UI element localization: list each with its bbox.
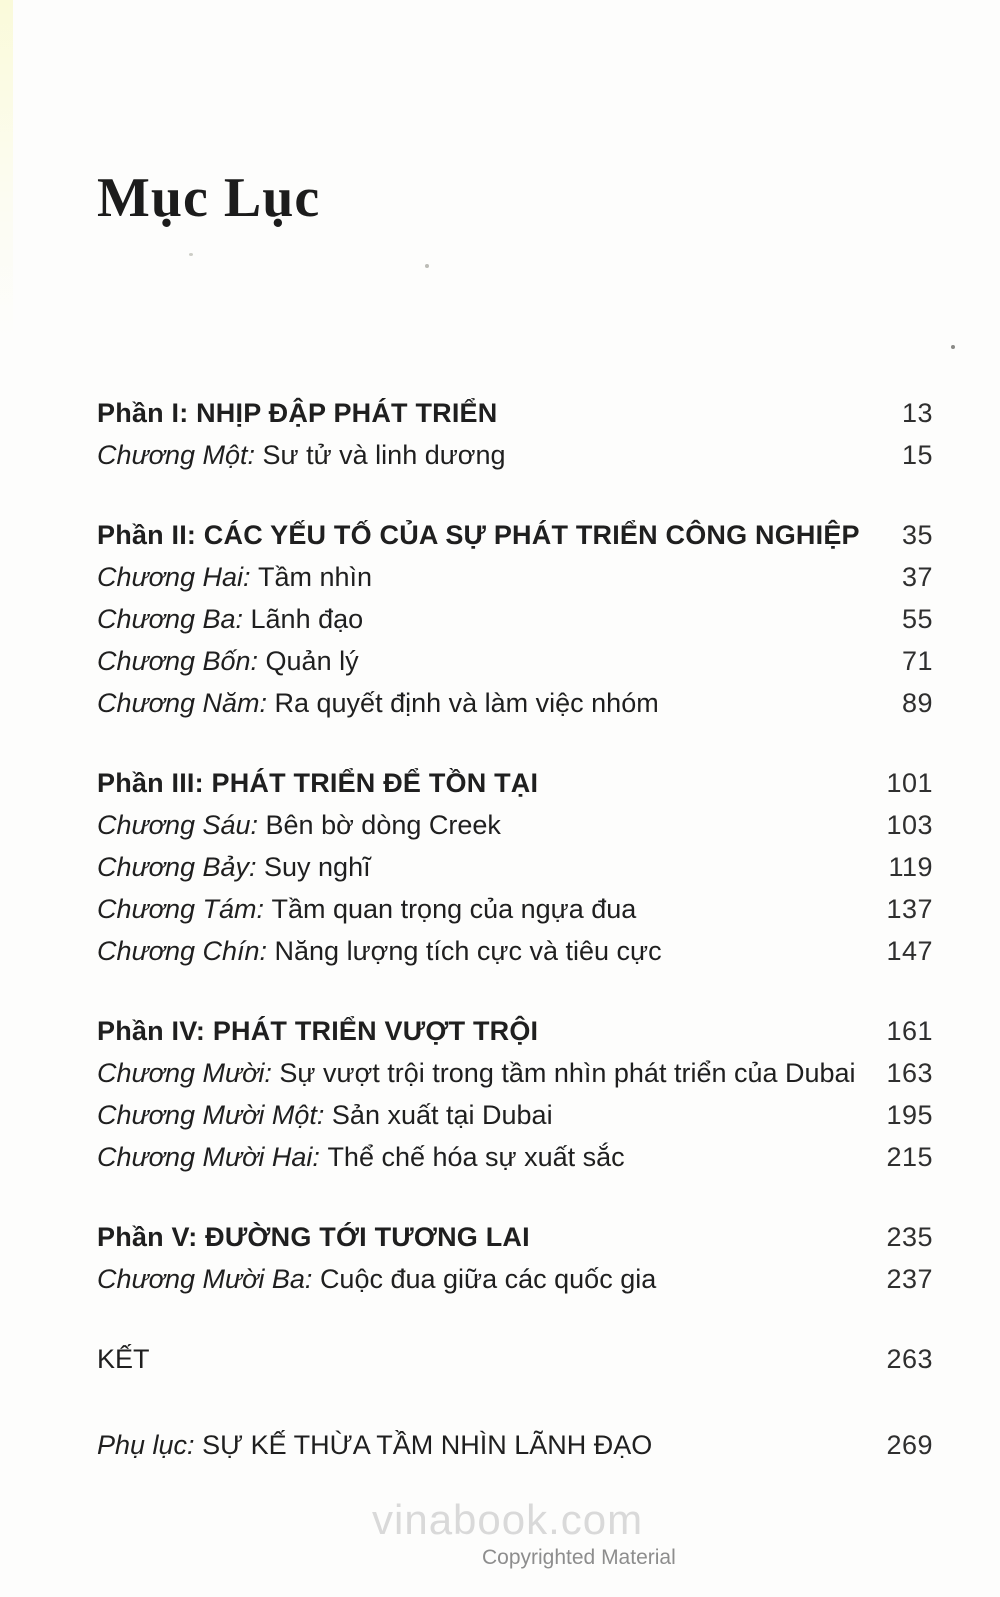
- toc-page-number: 161: [886, 1016, 933, 1046]
- table-of-contents: [97, 392, 933, 1466]
- chapter-name: Chương Mười Một:: [97, 1100, 332, 1130]
- toc-group: [97, 1010, 933, 1178]
- toc-entry-label: Phụ lục: SỰ KẾ THỪA TẦM NHÌN LÃNH ĐẠO: [97, 1430, 653, 1460]
- toc-row: [97, 930, 933, 972]
- toc-row: [97, 556, 933, 598]
- toc-row: [97, 1052, 933, 1094]
- toc-row: [97, 1094, 933, 1136]
- chapter-name: Chương Bốn:: [97, 646, 266, 676]
- chapter-name: Chương Mười:: [97, 1058, 280, 1088]
- chapter-name: Chương Chín:: [97, 936, 275, 966]
- toc-group: [97, 514, 933, 724]
- chapter-name: Chương Tám:: [97, 894, 272, 924]
- toc-entry-label: KẾT: [97, 1344, 150, 1374]
- page-title: Mục Lục: [97, 167, 321, 229]
- scan-speck: [951, 345, 955, 349]
- toc-entry-label: Chương Sáu: Bên bờ dòng Creek: [97, 810, 501, 840]
- toc-page-number: 263: [886, 1344, 933, 1374]
- toc-entry-label: Chương Một: Sư tử và linh dương: [97, 440, 506, 470]
- toc-page-number: 13: [901, 398, 933, 428]
- toc-row: [97, 1216, 933, 1258]
- toc-page-number: 269: [886, 1430, 933, 1460]
- watermark: vinabook.com: [372, 1496, 644, 1543]
- toc-row: [97, 640, 933, 682]
- toc-row: [97, 1258, 933, 1300]
- toc-entry-label: Chương Bảy: Suy nghĩ: [97, 852, 371, 882]
- toc-entry-label: Chương Mười Hai: Thể chế hóa sự xuất sắc: [97, 1142, 625, 1172]
- copyright-notice: Copyrighted Material: [482, 1546, 676, 1569]
- toc-entry-label: Chương Chín: Năng lượng tích cực và tiêu cực: [97, 936, 662, 966]
- toc-row: [97, 1424, 933, 1466]
- toc-page-number: 101: [886, 768, 933, 798]
- toc-entry-label: Chương Hai: Tầm nhìn: [97, 562, 373, 592]
- toc-entry-label: Chương Mười: Sự vượt trội trong tầm nhìn phát triển của Dubai: [97, 1058, 856, 1088]
- chapter-name: Chương Mười Ba:: [97, 1264, 320, 1294]
- toc-page-number: 103: [886, 810, 933, 840]
- toc-page-number: 37: [901, 562, 933, 592]
- toc-page-number: 147: [886, 936, 933, 966]
- chapter-name: Chương Một:: [97, 440, 263, 470]
- chapter-name: Chương Hai:: [97, 562, 258, 592]
- chapter-name: Chương Ba:: [97, 604, 251, 634]
- toc-entry-label: Phần I: NHỊP ĐẬP PHÁT TRIỂN: [97, 398, 498, 428]
- toc-page-number: 119: [888, 852, 933, 882]
- page-edge-tint: [0, 0, 13, 340]
- scan-speck: [425, 264, 429, 268]
- toc-row: [97, 804, 933, 846]
- toc-group: [97, 1216, 933, 1300]
- toc-page-number: 71: [901, 646, 933, 676]
- toc-group: [97, 392, 933, 476]
- toc-row: [97, 888, 933, 930]
- toc-row: [97, 846, 933, 888]
- chapter-name: Chương Mười Hai:: [97, 1142, 328, 1172]
- toc-entry-label: Chương Mười Ba: Cuộc đua giữa các quốc gia: [97, 1264, 657, 1294]
- toc-group: [97, 1338, 933, 1380]
- toc-entry-label: Phần II: CÁC YẾU TỐ CỦA SỰ PHÁT TRIỂN CÔNG NGHIỆP: [97, 520, 860, 550]
- toc-entry-label: Chương Năm: Ra quyết định và làm việc nhóm: [97, 688, 659, 718]
- toc-row: [97, 762, 933, 804]
- toc-page-number: 55: [901, 604, 933, 634]
- toc-page-number: 89: [901, 688, 933, 718]
- toc-entry-label: Phần III: PHÁT TRIỂN ĐỂ TỒN TẠI: [97, 768, 539, 798]
- toc-row: [97, 434, 933, 476]
- toc-page-number: 137: [886, 894, 933, 924]
- toc-group: [97, 762, 933, 972]
- toc-page-number: 15: [901, 440, 933, 470]
- toc-page-number: 35: [901, 520, 933, 550]
- toc-page-number: 215: [886, 1142, 933, 1172]
- toc-entry-label: Phần IV: PHÁT TRIỂN VƯỢT TRỘI: [97, 1016, 539, 1046]
- toc-row: [97, 1010, 933, 1052]
- toc-entry-label: Phần V: ĐƯỜNG TỚI TƯƠNG LAI: [97, 1222, 530, 1252]
- toc-entry-label: Chương Mười Một: Sản xuất tại Dubai: [97, 1100, 553, 1130]
- toc-row: [97, 514, 933, 556]
- toc-entry-label: Chương Bốn: Quản lý: [97, 646, 359, 676]
- chapter-name: Chương Năm:: [97, 688, 275, 718]
- toc-page-number: 235: [886, 1222, 933, 1252]
- toc-row: [97, 598, 933, 640]
- toc-row: [97, 682, 933, 724]
- toc-entry-label: Chương Ba: Lãnh đạo: [97, 604, 364, 634]
- toc-row: [97, 392, 933, 434]
- chapter-name: Phụ lục:: [97, 1430, 203, 1460]
- toc-row: [97, 1338, 933, 1380]
- chapter-name: Chương Bảy:: [97, 852, 265, 882]
- toc-entry-label: Chương Tám: Tầm quan trọng của ngựa đua: [97, 894, 637, 924]
- toc-row: [97, 1136, 933, 1178]
- toc-page-number: 195: [886, 1100, 933, 1130]
- scan-speck: [189, 253, 193, 256]
- toc-page-number: 163: [886, 1058, 933, 1088]
- toc-group: [97, 1424, 933, 1466]
- toc-page-number: 237: [886, 1264, 933, 1294]
- chapter-name: Chương Sáu:: [97, 810, 266, 840]
